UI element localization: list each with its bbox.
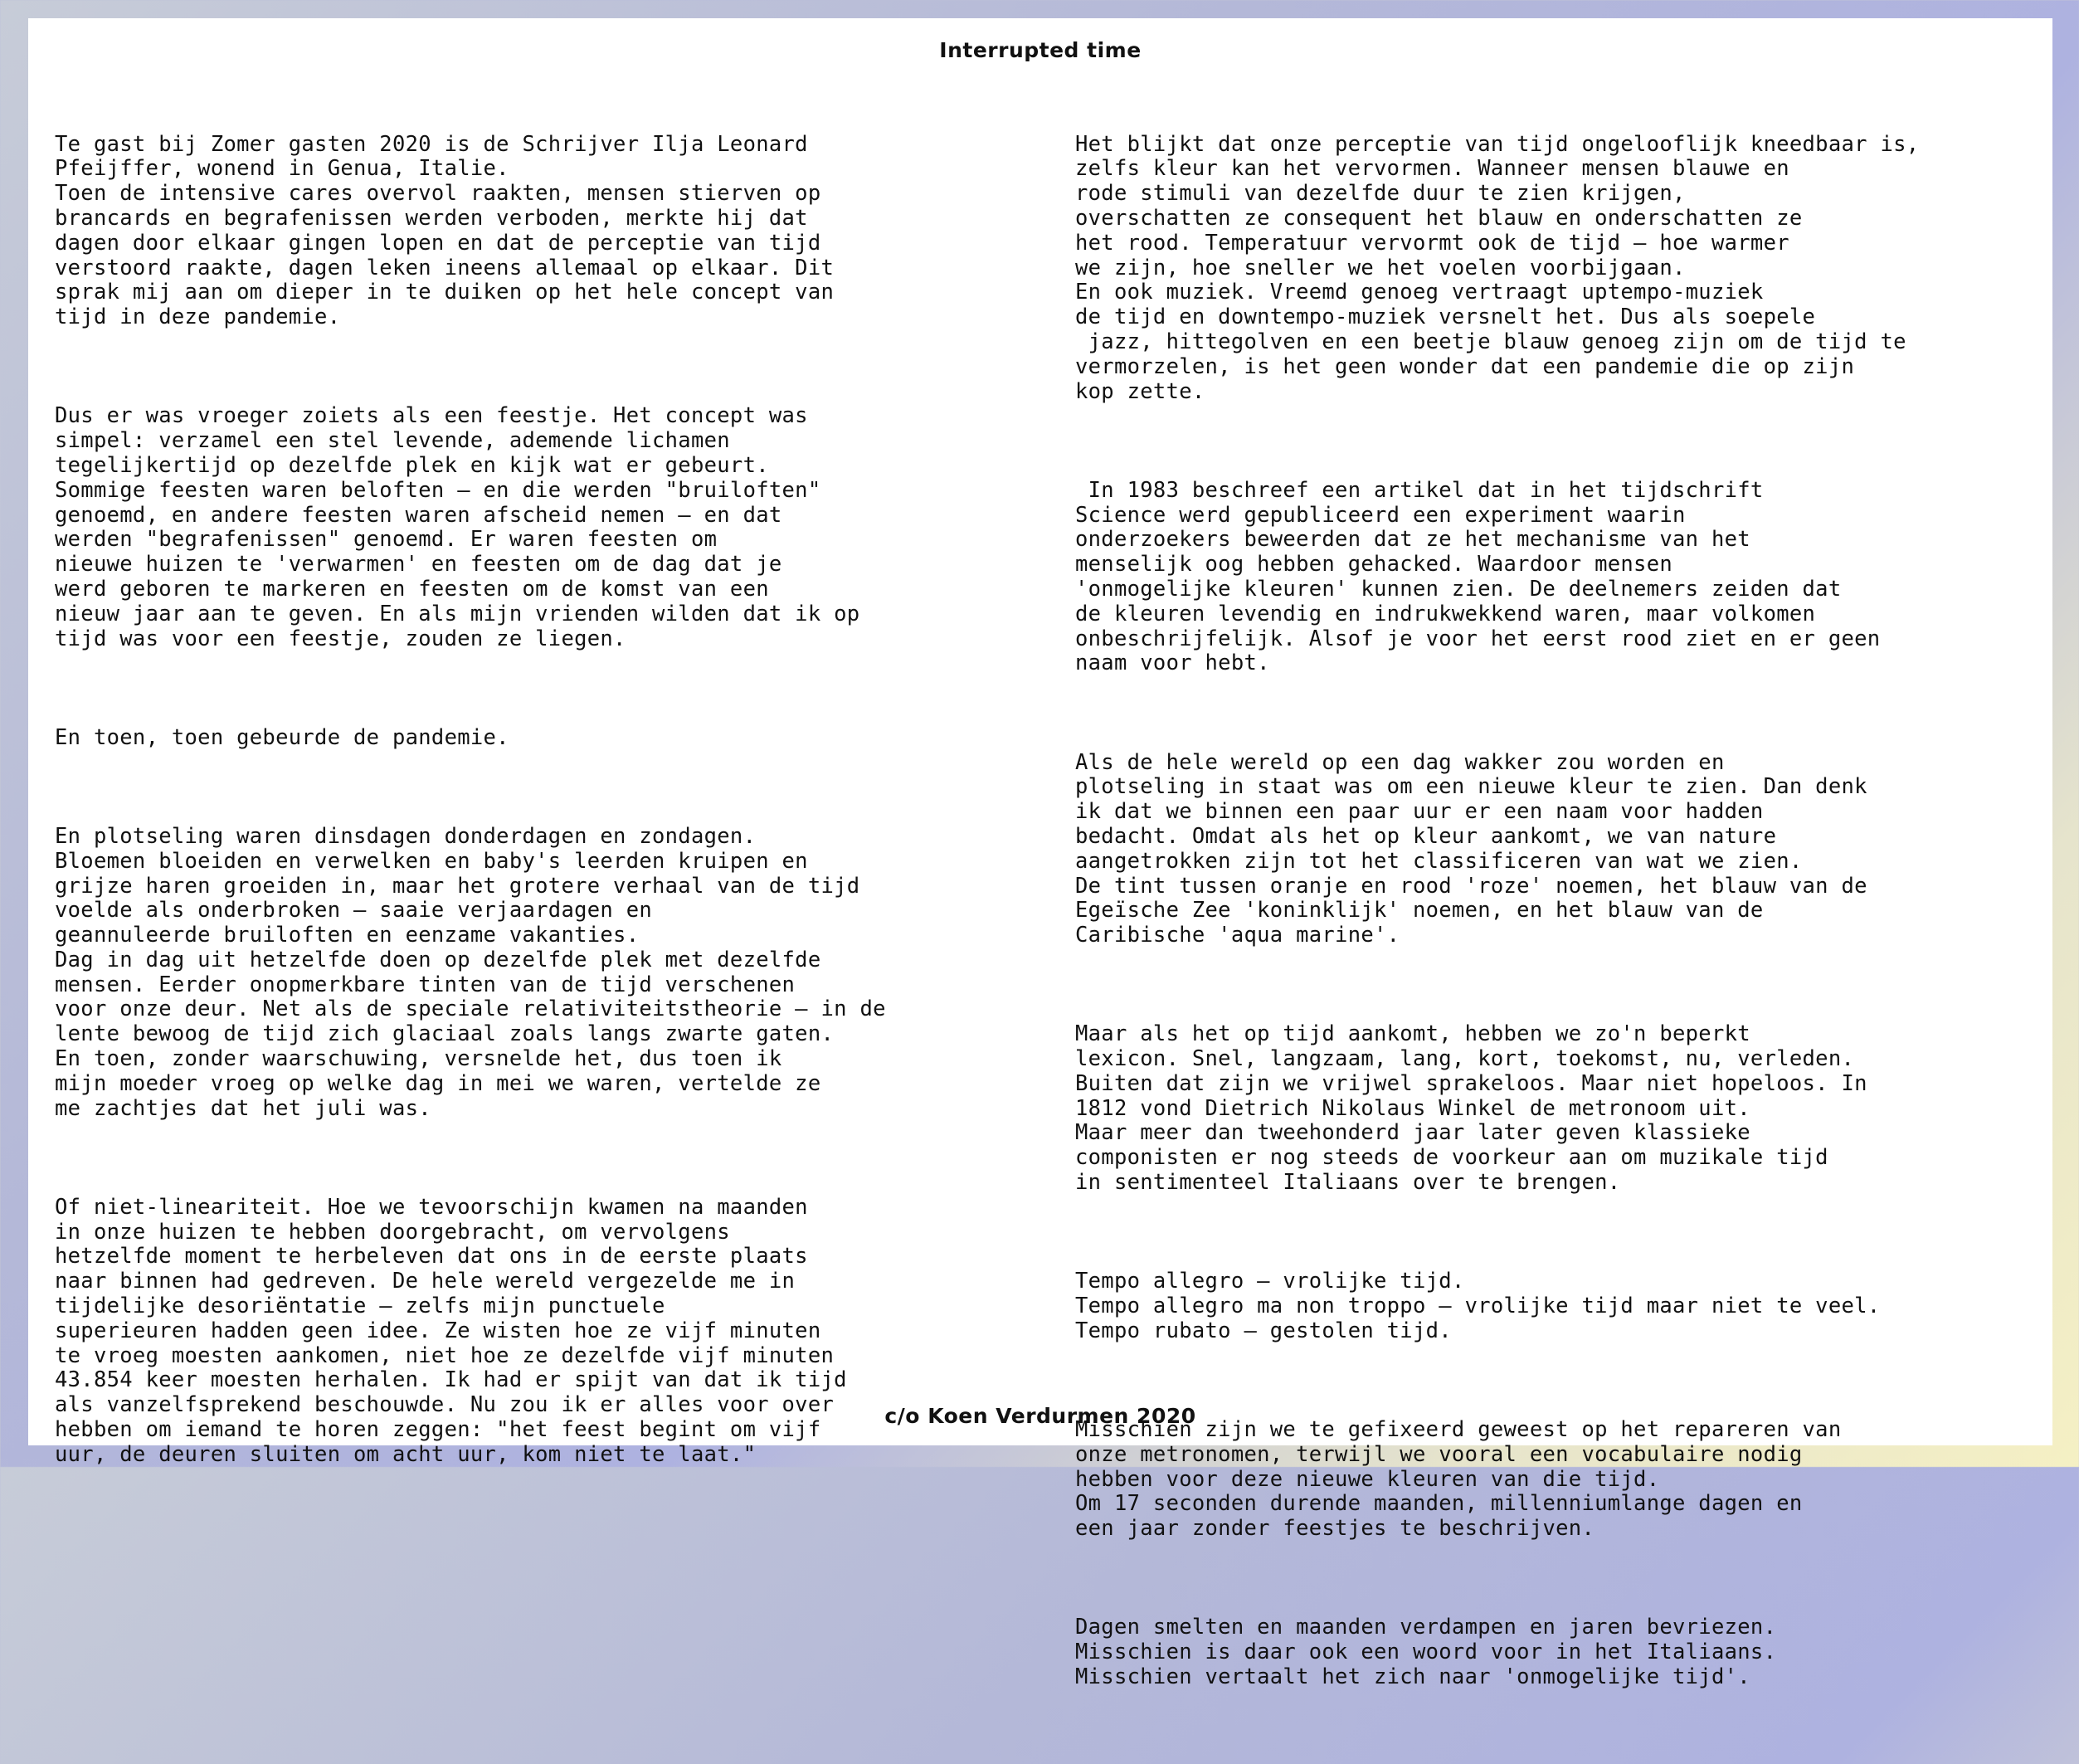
paragraph: Tempo allegro – vrolijke tijd. Tempo allegro ma non troppo – vrolijke tijd maar niet te veel. Tempo rubato – gestolen tijd. xyxy=(1075,1269,1881,1343)
paragraph: Als de hele wereld op een dag wakker zou worden en plotseling in staat was om een nieuwe kleur te zien. Dan denk ik dat we binnen een paar uur er een naam voor hadden bedacht. Omdat als het op kleur aankomt, we van nature aangetrokken zijn tot het classificeren van wat we zien. De tint tussen oranje en rood 'roze' noemen, het blauw van de Egeïsche Zee 'koninklijk' noemen, en het blauw van de Caribische 'aqua marine'. xyxy=(1075,749,1867,948)
right-column xyxy=(1075,83,2038,1764)
paragraph: Dus er was vroeger zoiets als een feestje. Het concept was simpel: verzamel een stel levende, ademende lichamen tegelijkertijd op dezelfde plek en kijk wat er gebeurt. Sommige feesten waren beloften – en die werden "bruiloften" genoemd, en andere feesten waren afscheid nemen – en dat werden "begrafenissen" genoemd. Er waren feesten om nieuwe huizen te 'verwarmen' en feesten om de dag dat je werd geboren te markeren en feesten om de komst van een nieuw jaar aan te geven. En als mijn vrienden wilden dat ik op tijd was voor een feestje, zouden ze liegen. xyxy=(55,403,860,651)
footer-credit: c/o Koen Verdurmen 2020 xyxy=(884,1404,1196,1428)
paragraph: Te gast bij Zomer gasten 2020 is de Schrijver Ilja Leonard Pfeijffer, wonend in Genua, Italie. Toen de intensive cares overvol raakten, mensen stierven op brancards en begrafenissen werden verboden, merkte hij dat dagen door elkaar gingen lopen en dat de perceptie van tijd verstoord raakte, dagen leken ineens allemaal op elkaar. Dit sprak mij aan om dieper in te duiken op het hele concept van tijd in deze pandemie. xyxy=(55,131,835,330)
paragraph: Maar als het op tijd aankomt, hebben we zo'n beperkt lexicon. Snel, langzaam, lang, kort, toekomst, nu, verleden. Buiten dat zijn we vrijwel sprakeloos. Maar niet hopeloos. In 1812 vond Dietrich Nikolaus Winkel de metronoom uit. Maar meer dan tweehonderd jaar later geven klassieke componisten er nog steeds de voorkeur aan om muzikale tijd in sentimenteel Italiaans over te brengen. xyxy=(1075,1021,1867,1196)
document-title: Interrupted time xyxy=(939,38,1142,62)
paragraph: In 1983 beschreef een artikel dat in het tijdschrift Science werd gepubliceerd een experiment waarin onderzoekers beweerden dat ze het mechanisme van het menselijk oog hebben gehacked. Waardoor mensen 'onmogelijke kleuren' kunnen zien. De deelnemers zeiden dat de kleuren levendig en indrukwekkend waren, maar volkomen onbeschrijfelijk. Alsof je voor het eerst rood ziet en er geen naam voor hebt. xyxy=(1075,477,1881,676)
paragraph: Dagen smelten en maanden verdampen en jaren bevriezen. Misschien is daar ook een woord voor in het Italiaans. Misschien vertaalt het zich naar 'onmogelijke tijd'. xyxy=(1075,1615,1777,1689)
paragraph: Of niet-lineariteit. Hoe we tevoorschijn kwamen na maanden in onze huizen te hebben doorgebracht, om vervolgens hetzelfde moment te herbeleven dat ons in de eerste plaats naar binnen had gedreven. De hele wereld vergezelde me in tijdelijke desoriëntatie – zelfs mijn punctuele superieuren hadden geen idee. Ze wisten hoe ze vijf minuten te vroeg moesten aankomen, niet hoe ze dezelfde vijf minuten 43.854 keer moesten herhalen. Ik had er spijt van dat ik tijd als vanzelfsprekend beschouwde. Nu zou ik er alles voor over hebben om iemand te horen zeggen: "het feest begint om vijf uur, de deuren sluiten om acht uur, kom niet te laat." xyxy=(55,1194,847,1467)
left-column xyxy=(55,83,1017,1542)
document-page xyxy=(28,18,2052,1689)
paragraph: En toen, toen gebeurde de pandemie. xyxy=(55,724,509,750)
paragraph: Het blijkt dat onze perceptie van tijd ongelooflijk kneedbaar is, zelfs kleur kan het vervormen. Wanneer mensen blauwe en rode stimuli van dezelfde duur te zien krijgen, overschatten ze consequent het blauw en onderschatten ze het rood. Temperatuur vervormt ook de tijd – hoe warmer we zijn, hoe sneller we het voelen voorbijgaan. En ook muziek. Vreemd genoeg vertraagt uptempo-muziek de tijd en downtempo-muziek versnelt het. Dus als soepele jazz, hittegolven en een beetje blauw genoeg zijn om de tijd te vermorzelen, is het geen wonder dat een pandemie die op zijn kop zette. xyxy=(1075,131,1920,404)
paragraph: En plotseling waren dinsdagen donderdagen en zondagen. Bloemen bloeiden en verwelken en baby's leerden kruipen en grijze haren groeiden in, maar het grotere verhaal van de tijd voelde als onderbroken – saaie verjaardagen en geannuleerde bruiloften en eenzame vakanties. Dag in dag uit hetzelfde doen op dezelfde plek met dezelfde mensen. Eerder onopmerkbare tinten van de tijd verschenen voor onze deur. Net als de speciale relativiteitstheorie – in de lente bewoog de tijd zich glaciaal zoals langs zwarte gaten. En toen, zonder waarschuwing, versnelde het, dus toen ik mijn moeder vroeg op welke dag in mei we waren, vertelde ze me zachtjes dat het juli was. xyxy=(55,823,886,1121)
paragraph: Misschien zijn we te gefixeerd geweest op het repareren van onze metronomen, terwijl we vooral een vocabulaire nodig hebben voor deze nieuwe kleuren van die tijd. Om 17 seconden durende maanden, millenniumlange dagen en een jaar zonder feestjes te beschrijven. xyxy=(1075,1417,1842,1542)
